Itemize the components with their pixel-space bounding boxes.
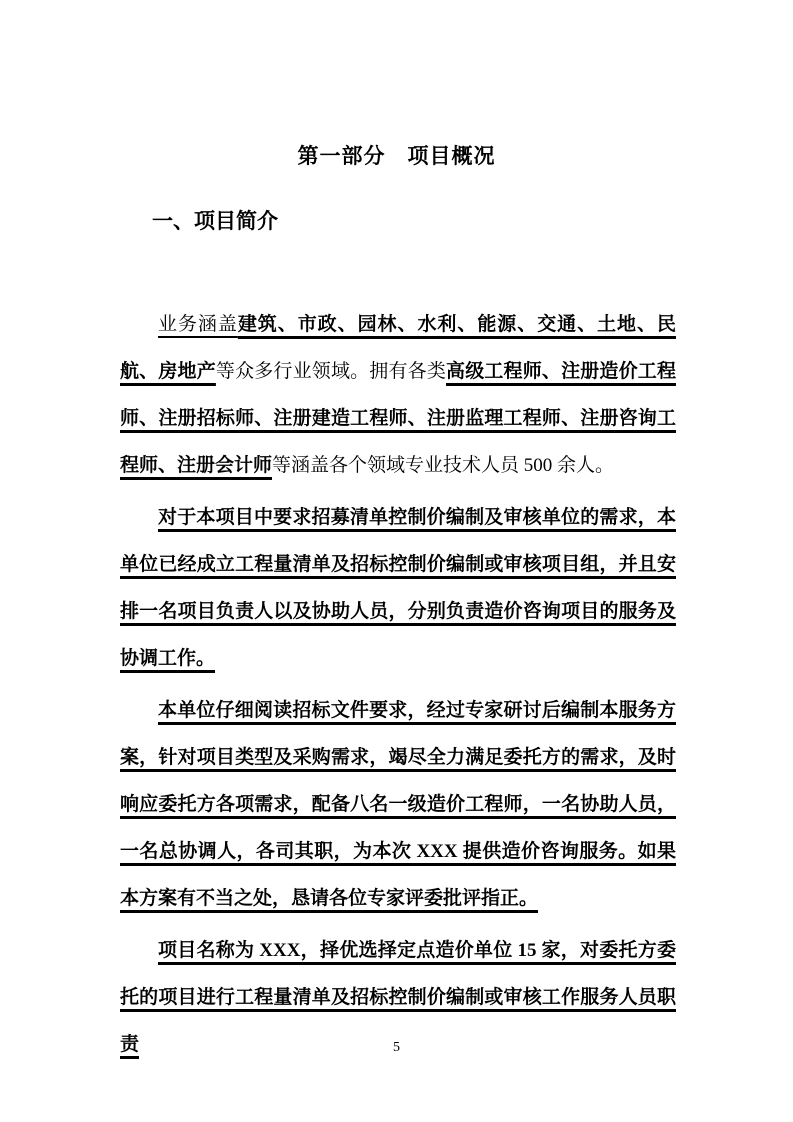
text-run: 高级工程师、注册造价工程师、注册招标师、注册建造工程师、注册监理工程师、注册咨询工程师、注册会计师 xyxy=(120,361,676,476)
text-run: 本单位仔细阅读招标文件要求，经过专家研讨后编制本服务方案，针对项目类型及采购需求，竭尽全力满足委托方的需求，及时响应委托方各项需求，配备八名一级造价工程师，一名协助人员，一名总协调人，各司其职，为本次 XXX 提供造价咨询服务。如果本方案有不当之处，恳请各位专家评委批评指正。 xyxy=(120,700,676,909)
text-run: 等涵盖各个领域专业技术人员 500 余人。 xyxy=(272,455,615,476)
document-title: 第一部分 项目概况 xyxy=(297,144,496,168)
para-project-requirement xyxy=(120,494,676,682)
para-service-plan xyxy=(120,687,676,922)
text-run: 业务涵盖 xyxy=(158,314,238,335)
text-run: 建筑、市政、园林、水利、能源、交通、土地、民航、房地产 xyxy=(120,314,676,382)
para-business-scope xyxy=(120,301,676,489)
text-run: 等众多行业领域。拥有各类 xyxy=(215,361,447,382)
document-body xyxy=(120,235,676,1068)
section-heading: 一、项目简介 xyxy=(152,209,278,233)
text-run: 对于本项目中要求招募清单控制价编制及审核单位的需求，本单位已经成立工程量清单及招标控制价编制或审核项目组，并且安排一名项目负责人以及协助人员，分别负责造价咨询项目的服务及协调工作。 xyxy=(120,507,676,669)
page-number: 5 xyxy=(393,1040,400,1055)
text-run: 项目名称为 XXX，择优选择定点造价单位 15 家，对委托方委托的项目进行工程量清单及招标控制价编制或审核工作服务人员职责 xyxy=(120,940,676,1055)
